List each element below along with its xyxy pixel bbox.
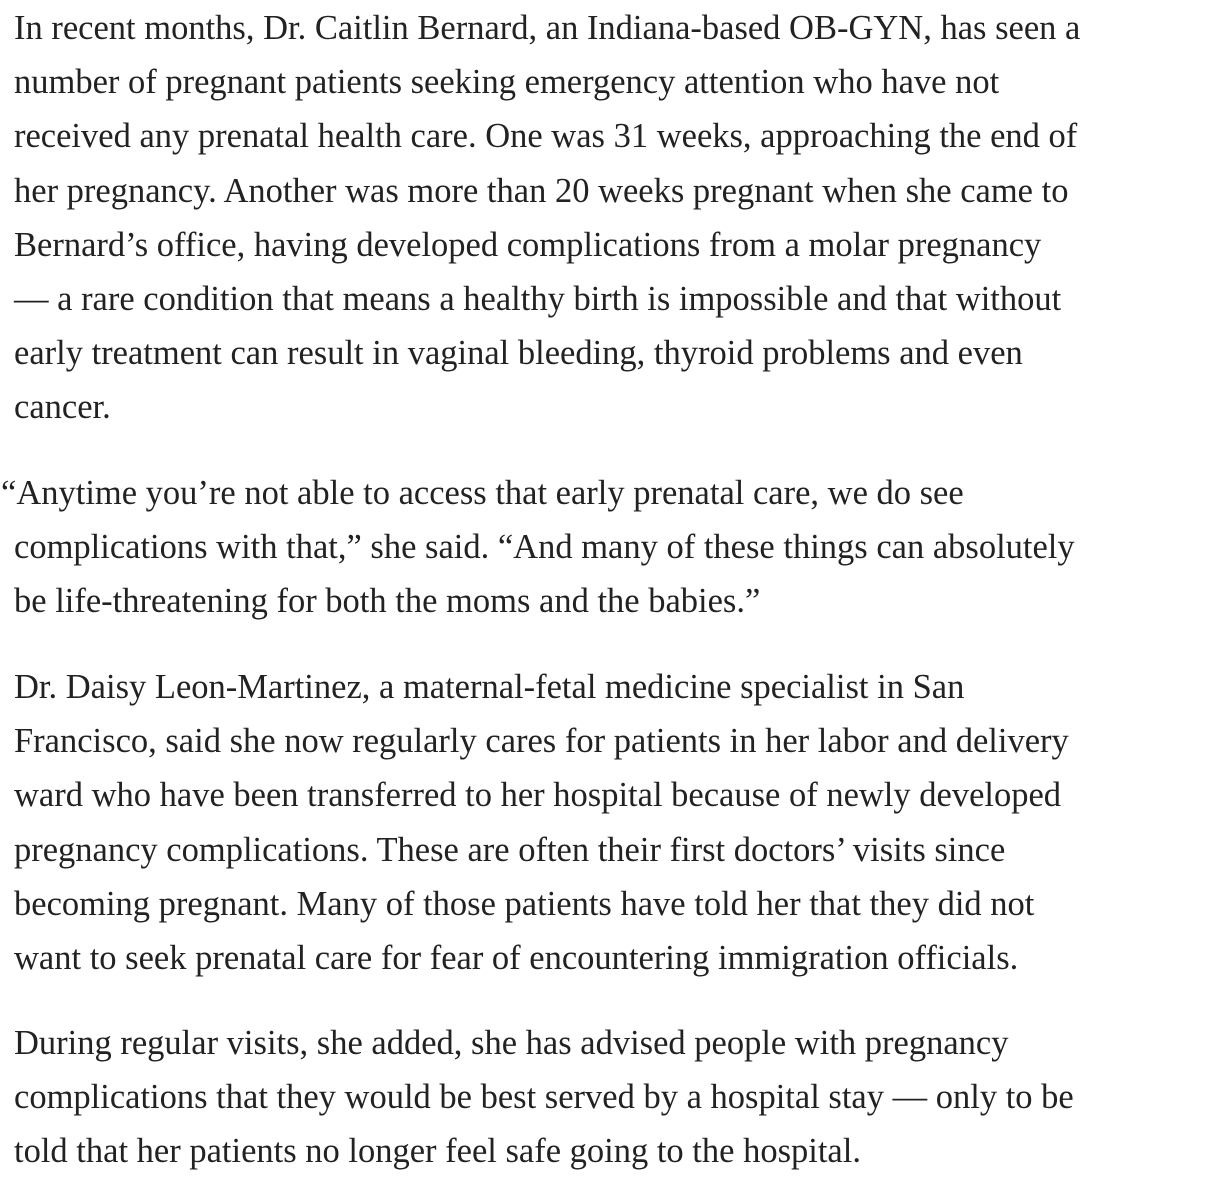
paragraph-line: Francisco, said she now regularly cares for patients in her labor and delivery [14,722,1069,761]
paragraph-3 [14,660,1069,985]
paragraph-line: During regular visits, she added, she has advised people with pregnancy [14,1024,1009,1062]
paragraph-4 [14,1016,1074,1179]
paragraph-line: told that her patients no longer feel safe going to the hospital. [14,1132,861,1171]
paragraph-line: number of pregnant patients seeking emergency attention who have not [14,63,1000,102]
paragraph-line: complications with that,” she said. “And many of these things can absolutely [14,528,1075,567]
paragraph-2-quote [1,466,1075,629]
paragraph-line: received any prenatal health care. One was 31 weeks, approaching the end of [14,117,1078,156]
paragraph-line: “Anytime you’re not able to access that early prenatal care, we do see [1,474,964,512]
paragraph-line: want to seek prenatal care for fear of encountering immigration officials. [14,938,1019,977]
paragraph-1 [14,1,1080,435]
paragraph-line: be life-threatening for both the moms and the babies.” [14,582,761,621]
paragraph-line: ward who have been transferred to her hospital because of newly developed [14,776,1062,815]
paragraph-line: her pregnancy. Another was more than 20 weeks pregnant when she came to [14,171,1069,210]
paragraph-line: pregnancy complications. These are often their first doctors’ visits since [14,830,1006,869]
paragraph-line: — a rare condition that means a healthy birth is impossible and that without [14,279,1062,318]
paragraph-line: In recent months, Dr. Caitlin Bernard, an Indiana-based OB-GYN, has seen a [14,9,1081,47]
paragraph-line: early treatment can result in vaginal bleeding, thyroid problems and even [14,334,1023,373]
paragraph-line: becoming pregnant. Many of those patients have told her that they did not [14,884,1035,923]
paragraph-line: complications that they would be best served by a hospital stay — only to be [14,1078,1074,1117]
paragraph-line: Bernard’s office, having developed complications from a molar pregnancy [14,225,1042,264]
paragraph-line: cancer. [14,388,111,427]
paragraph-line: Dr. Daisy Leon-Martinez, a maternal-fetal medicine specialist in San [14,668,965,706]
